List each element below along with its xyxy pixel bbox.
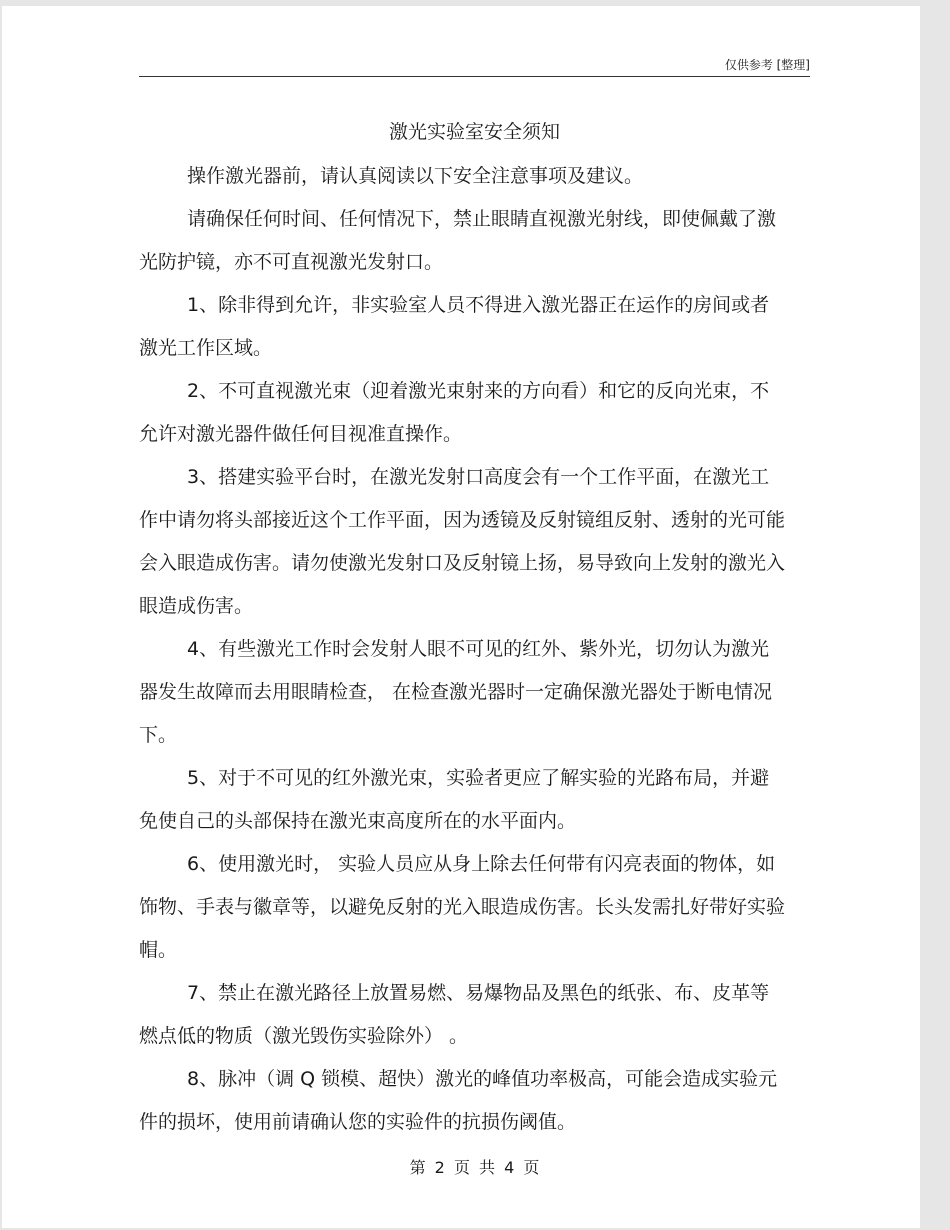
page-header-note: 仅供参考 [整理] bbox=[724, 58, 810, 72]
warning-paragraph: 请确保任何时间、任何情况下，禁止眼睛直视激光射线，即使佩戴了激光防护镜，亦不可直视激光发射口。 bbox=[139, 208, 777, 273]
intro-paragraph: 操作激光器前，请认真阅读以下安全注意事项及建议。 bbox=[187, 165, 644, 187]
rule-2-paragraph: 2、不可直视激光束（迎着激光束射来的方向看）和它的反向光束，不允许对激光器件做任何目视准直操作。 bbox=[139, 380, 770, 445]
rule-3-paragraph: 3、搭建实验平台时，在激光发射口高度会有一个工作平面，在激光工作中请勿将头部接近这个工作平面，因为透镜及反射镜组反射、透射的光可能会入眼造成伤害。请勿使激光发射口及反射镜上扬，易导致向上发射的激光入眼造成伤害。 bbox=[139, 466, 786, 617]
document-body bbox=[139, 155, 787, 1144]
rule-6-paragraph: 6、使用激光时， 实验人员应从身上除去任何带有闪亮表面的物体，如饰物、手表与徽章等，以避免反射的光入眼造成伤害。长头发需扎好带好实验帽。 bbox=[139, 853, 786, 961]
rule-4-paragraph: 4、有些激光工作时会发射人眼不可见的红外、紫外光，切勿认为激光器发生故障而去用眼睛检查， 在检查激光器时一定确保激光器处于断电情况下。 bbox=[139, 638, 773, 746]
rule-7-paragraph: 7、禁止在激光路径上放置易燃、易爆物品及黑色的纸张、布、皮革等燃点低的物质（激光毁伤实验除外） 。 bbox=[139, 982, 770, 1047]
rule-5-paragraph: 5、对于不可见的红外激光束，实验者更应了解实验的光路布局，并避免使自己的头部保持在激光束高度所在的水平面内。 bbox=[139, 767, 770, 832]
header-divider bbox=[139, 76, 810, 77]
page-number: 第 2 页 共 4 页 bbox=[409, 1158, 540, 1177]
rule-8-paragraph: 8、脉冲（调 Q 锁模、超快）激光的峰值功率极高，可能会造成实验元件的损坏，使用前请确认您的实验件的抗损伤阈值。 bbox=[139, 1068, 778, 1133]
document-title: 激光实验室安全须知 bbox=[388, 121, 560, 143]
rule-1-paragraph: 1、除非得到允许，非实验室人员不得进入激光器正在运作的房间或者激光工作区域。 bbox=[139, 294, 770, 359]
